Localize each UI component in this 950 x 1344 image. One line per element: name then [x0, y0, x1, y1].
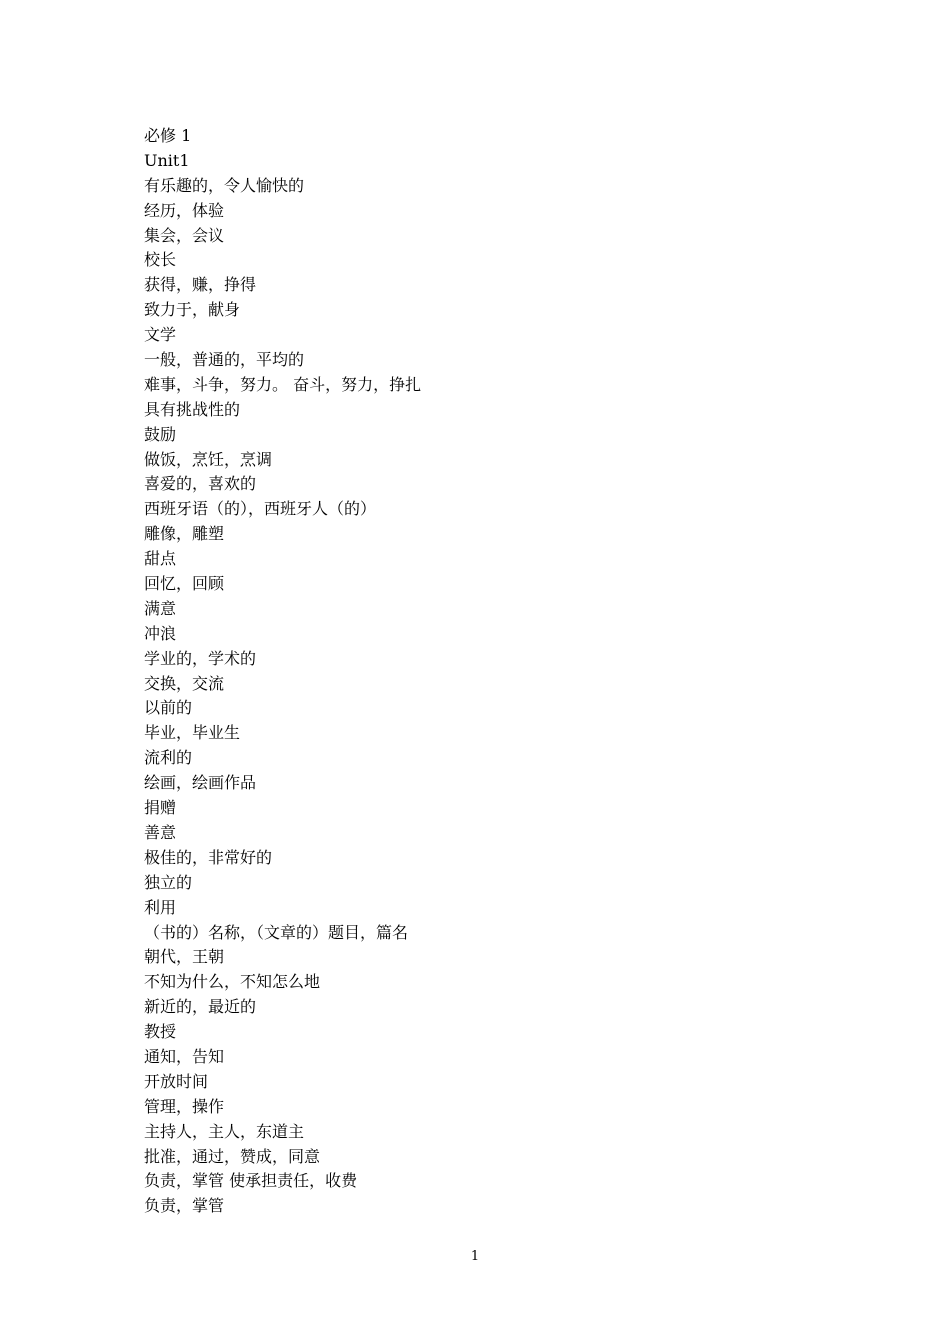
vocabulary-entry: 集会，会议 [144, 225, 225, 245]
vocabulary-entry: 善意 [144, 822, 177, 842]
vocabulary-entry: 以前的 [144, 698, 193, 718]
vocabulary-entry: 批准，通过，赞成，同意 [144, 1146, 321, 1166]
book-heading: 必修 1 [144, 126, 192, 145]
vocabulary-entry: 甜点 [144, 549, 177, 569]
vocabulary-entry: 不知为什么，不知怎么地 [144, 972, 321, 992]
vocabulary-entry: 做饭，烹饪，烹调 [144, 449, 273, 469]
vocabulary-entry: 流利的 [144, 748, 193, 768]
vocabulary-entry: 利用 [144, 897, 177, 917]
vocabulary-entry: （书的）名称，（文章的）题目，篇名 [144, 922, 409, 942]
page-number: 1 [470, 1249, 480, 1264]
vocabulary-list [144, 174, 804, 1219]
unit-heading: Unit1 [144, 150, 190, 170]
vocabulary-entry: 雕像，雕塑 [144, 524, 225, 544]
vocabulary-entry: 极佳的，非常好的 [144, 847, 273, 867]
vocabulary-entry: 有乐趣的，令人愉快的 [144, 175, 305, 195]
vocabulary-entry: 主持人，主人，东道主 [144, 1121, 305, 1141]
vocabulary-entry: 朝代，王朝 [144, 947, 225, 967]
vocabulary-entry: 具有挑战性的 [144, 399, 241, 419]
vocabulary-entry: 满意 [144, 598, 177, 618]
vocabulary-entry: 负责，掌管 使承担责任，收费 [144, 1171, 358, 1191]
vocabulary-entry: 独立的 [144, 872, 193, 892]
vocabulary-entry: 毕业，毕业生 [144, 723, 241, 743]
vocabulary-entry: 负责，掌管 [144, 1196, 225, 1216]
vocabulary-entry: 教授 [144, 1022, 177, 1042]
vocabulary-entry: 文学 [144, 325, 177, 345]
vocabulary-entry: 难事，斗争，努力。 奋斗，努力，挣扎 [144, 374, 422, 394]
vocabulary-entry: 喜爱的，喜欢的 [144, 474, 257, 494]
vocabulary-entry: 经历，体验 [144, 200, 225, 220]
vocabulary-entry: 绘画，绘画作品 [144, 773, 257, 793]
vocabulary-entry: 捐赠 [144, 798, 177, 818]
vocabulary-entry: 鼓励 [144, 424, 177, 444]
vocabulary-entry: 交换，交流 [144, 673, 225, 693]
vocabulary-entry: 获得，赚，挣得 [144, 275, 257, 295]
vocabulary-entry: 新近的，最近的 [144, 997, 257, 1017]
vocabulary-entry: 学业的，学术的 [144, 648, 257, 668]
vocabulary-entry: 管理，操作 [144, 1096, 225, 1116]
vocabulary-entry: 致力于，献身 [144, 300, 241, 320]
vocabulary-entry: 通知，告知 [144, 1046, 225, 1066]
vocabulary-entry: 回忆，回顾 [144, 574, 225, 594]
vocabulary-entry: 西班牙语（的），西班牙人（的） [144, 499, 377, 519]
vocabulary-entry: 校长 [144, 250, 177, 270]
vocabulary-entry: 开放时间 [144, 1071, 209, 1091]
vocabulary-entry: 一般，普通的，平均的 [144, 350, 305, 370]
vocabulary-entry: 冲浪 [144, 623, 177, 643]
document-body [144, 124, 804, 1219]
